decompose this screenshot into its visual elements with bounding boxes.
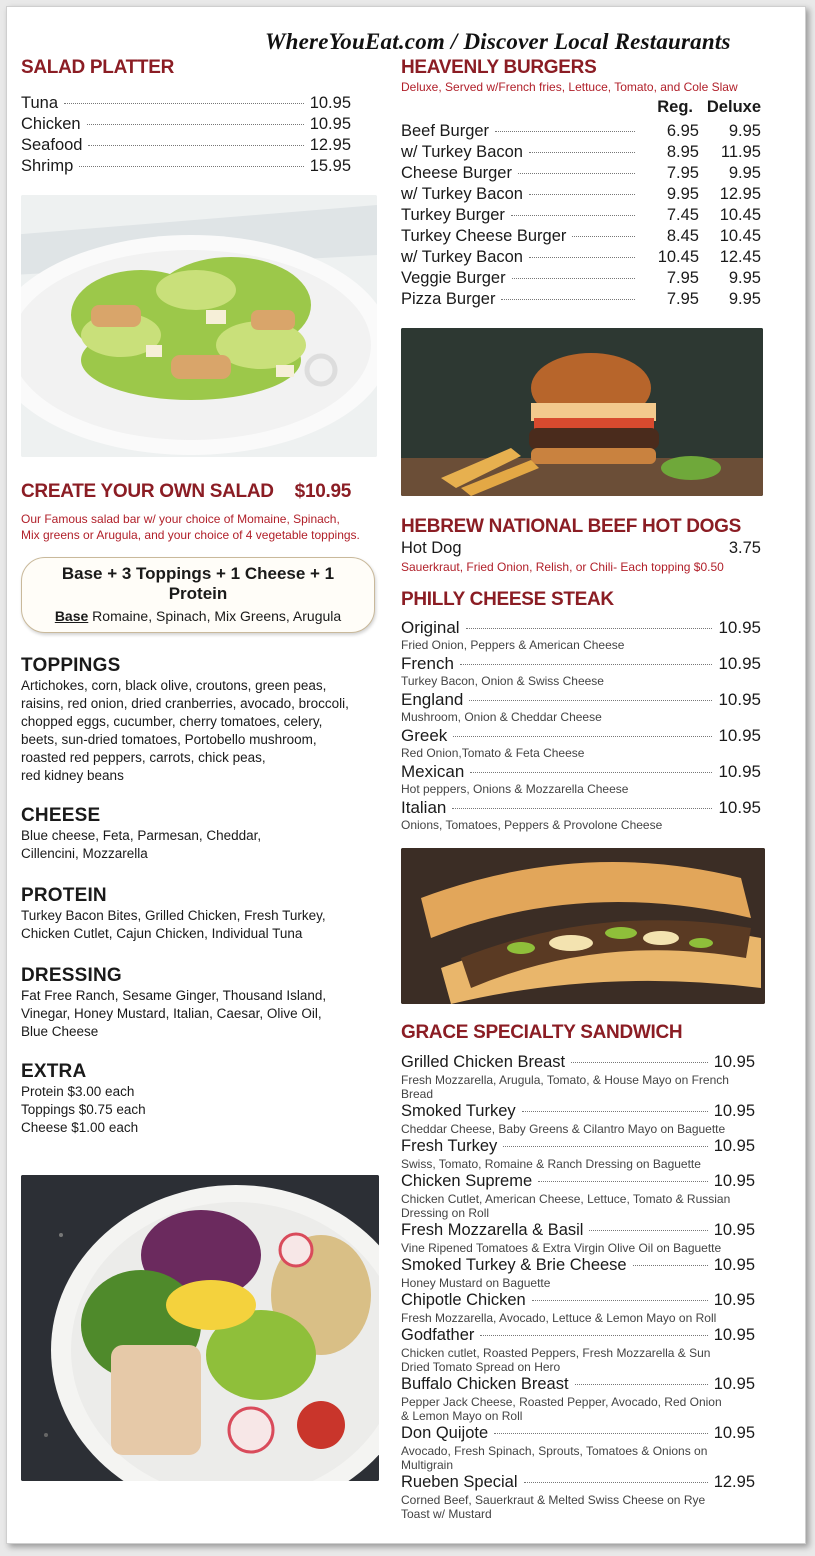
dot-leader [495, 131, 635, 132]
burgers-column-headers [401, 98, 761, 117]
dot-leader [453, 736, 712, 737]
item-price: 10.95 [718, 726, 761, 745]
sandwich-desc: & Lemon Mayo on Roll [401, 1409, 523, 1423]
sandwich-desc: Cheddar Cheese, Baby Greens & Cilantro Mayo on Baguette [401, 1122, 726, 1136]
burger-row [401, 184, 761, 205]
right-column [401, 51, 773, 1521]
item-price: 12.95 [309, 136, 351, 154]
dot-leader [575, 1384, 708, 1385]
item-price: 10.95 [713, 1291, 755, 1309]
item-price: 10.95 [718, 654, 761, 673]
sandwich-row [401, 1101, 755, 1122]
watermark-text: WhereYouEat.com / Discover Local Restaurants [265, 29, 731, 54]
dot-leader [633, 1265, 708, 1266]
toppings-line: raisins, red onion, dried cranberries, avocado, broccoli, [21, 696, 349, 711]
item-name: Fresh Mozzarella & Basil [401, 1221, 584, 1239]
burger-reg-price: 6.95 [666, 122, 699, 140]
salad-photo [21, 195, 377, 457]
item-name: Rueben Special [401, 1473, 518, 1491]
burger-reg-price: 7.95 [666, 269, 699, 287]
item-name: Mexican [401, 762, 465, 781]
toppings-line: roasted red peppers, carrots, chick peas, [21, 750, 266, 765]
burger-row [401, 226, 761, 247]
burger-row [401, 121, 761, 142]
hotdog-row [401, 538, 761, 559]
philly-desc: Onions, Tomatoes, Peppers & Provolone Cheese [401, 818, 663, 832]
burger-name: w/ Turkey Bacon [401, 248, 523, 266]
sandwich-desc: Chicken Cutlet, American Cheese, Lettuce, Tomato & Russian [401, 1192, 731, 1206]
create-salad-note-line: Our Famous salad bar w/ your choice of Momaine, Spinach, [21, 512, 340, 526]
burger-deluxe-price: 11.95 [720, 143, 761, 161]
salad-platter-row [21, 156, 351, 177]
item-price: 10.95 [713, 1326, 755, 1344]
hotdog-name: Hot Dog [401, 539, 462, 557]
dot-leader [480, 1335, 707, 1336]
item-name: Don Quijote [401, 1424, 489, 1442]
sandwich-desc: Honey Mustard on Baguette [401, 1276, 551, 1290]
hotdogs-title: HEBREW NATIONAL BEEF HOT DOGS [401, 516, 741, 537]
menu-page [6, 6, 806, 1544]
burger-name: w/ Turkey Bacon [401, 185, 523, 203]
create-salad-note [21, 511, 381, 543]
burger-deluxe-price: 12.95 [719, 185, 761, 203]
cheese-title: CHEESE [21, 805, 101, 826]
dot-leader [522, 1111, 708, 1112]
protein-line: Chicken Cutlet, Cajun Chicken, Individual Tuna [21, 926, 303, 941]
item-name: Godfather [401, 1326, 475, 1344]
philly-row [401, 617, 761, 638]
burger-row [401, 247, 761, 268]
sandwich-desc: Fresh Mozzarella, Arugula, Tomato, & House Mayo on French Bread [401, 1073, 729, 1101]
burger-row [401, 142, 761, 163]
sandwich-desc: Swiss, Tomato, Romaine & Ranch Dressing on Baguette [401, 1157, 701, 1171]
burger-photo [401, 328, 763, 496]
item-name: Seafood [21, 136, 83, 154]
extra-title: EXTRA [21, 1061, 87, 1082]
philly-desc: Turkey Bacon, Onion & Swiss Cheese [401, 674, 604, 688]
burger-row [401, 289, 761, 310]
burger-reg-price: 7.45 [666, 206, 699, 224]
toppings-line: red kidney beans [21, 768, 124, 783]
dressing-text [21, 987, 381, 1041]
dot-leader [494, 1433, 708, 1434]
burger-reg-price: 7.95 [666, 290, 699, 308]
dot-leader [64, 103, 304, 104]
item-price: 10.95 [713, 1172, 755, 1190]
item-name: Smoked Turkey [401, 1102, 516, 1120]
item-name: French [401, 654, 454, 673]
burger-row [401, 163, 761, 184]
burger-reg-price: 7.95 [666, 164, 699, 182]
burger-row [401, 268, 761, 289]
bowl-image [21, 1175, 379, 1481]
burgers-title: HEAVENLY BURGERS [401, 57, 597, 78]
dot-leader [538, 1181, 708, 1182]
salad-formula: Base + 3 Toppings + 1 Cheese + 1 Protein [61, 564, 335, 603]
burger-deluxe-price: 9.95 [728, 290, 761, 308]
protein-title: PROTEIN [21, 885, 107, 906]
dot-leader [460, 664, 713, 665]
salad-platter-list [21, 93, 351, 177]
item-name: Chipotle Chicken [401, 1291, 526, 1309]
sandwich-desc: Corned Beef, Sauerkraut & Melted Swiss Cheese on Rye [401, 1493, 706, 1507]
sandwich-desc: Vine Ripened Tomatoes & Extra Virgin Olive Oil on Baguette [401, 1241, 722, 1255]
item-price: 10.95 [713, 1137, 755, 1155]
salad-platter-row [21, 135, 351, 156]
sandwich-title: GRACE SPECIALTY SANDWICH [401, 1022, 683, 1043]
dot-leader [88, 145, 303, 146]
item-price: 10.95 [713, 1256, 755, 1274]
item-price: 10.95 [718, 798, 761, 817]
item-name: England [401, 690, 464, 709]
item-name: Original [401, 618, 460, 637]
item-name: Chicken Supreme [401, 1172, 533, 1190]
base-label: Base [54, 608, 89, 624]
philly-desc: Fried Onion, Peppers & American Cheese [401, 638, 625, 652]
sandwich-row [401, 1374, 755, 1395]
item-price: 10.95 [309, 94, 351, 112]
sandwich-desc: Toast w/ Mustard [401, 1507, 492, 1521]
item-price: 10.95 [309, 115, 351, 133]
sandwich-row [401, 1290, 755, 1311]
philly-desc: Mushroom, Onion & Cheddar Cheese [401, 710, 602, 724]
item-name: Fresh Turkey [401, 1137, 498, 1155]
sandwich-row [401, 1220, 755, 1241]
item-price: 10.95 [713, 1221, 755, 1239]
dot-leader [529, 257, 635, 258]
philly-title: PHILLY CHEESE STEAK [401, 589, 614, 610]
salad-platter-row [21, 114, 351, 135]
reg-header: Reg. [657, 98, 693, 116]
philly-desc: Hot peppers, Onions & Mozzarella Cheese [401, 782, 629, 796]
bowl-photo [21, 1175, 379, 1481]
dot-leader [518, 173, 635, 174]
burger-name: Veggie Burger [401, 269, 506, 287]
burger-name: Beef Burger [401, 122, 490, 140]
item-price: 12.95 [713, 1473, 755, 1491]
dot-leader [571, 1062, 708, 1063]
dot-leader [572, 236, 635, 237]
burger-reg-price: 8.95 [666, 143, 699, 161]
sandwich-desc: Pepper Jack Cheese, Roasted Pepper, Avocado, Red Onion [401, 1395, 722, 1409]
cheesesteak-image [401, 848, 765, 1004]
sandwich-row [401, 1052, 755, 1073]
philly-list [401, 617, 761, 832]
left-column [21, 51, 381, 1481]
cheese-line: Cillencini, Mozzarella [21, 846, 148, 861]
philly-row [401, 797, 761, 818]
dot-leader [501, 299, 635, 300]
item-price: 10.95 [713, 1424, 755, 1442]
sandwich-row [401, 1136, 755, 1157]
dot-leader [512, 278, 635, 279]
burger-reg-price: 10.45 [657, 248, 699, 266]
dot-leader [469, 700, 712, 701]
sandwich-desc: Dried Tomato Spread on Hero [401, 1360, 561, 1374]
item-name: Greek [401, 726, 448, 745]
cheese-text [21, 827, 381, 863]
protein-text [21, 907, 381, 943]
sandwich-row [401, 1423, 755, 1444]
dressing-line: Vinegar, Honey Mustard, Italian, Caesar, Olive Oil, [21, 1006, 322, 1021]
dressing-line: Fat Free Ranch, Sesame Ginger, Thousand Island, [21, 988, 327, 1003]
sandwich-row [401, 1171, 755, 1192]
dot-leader [529, 152, 635, 153]
cheesesteak-photo [401, 848, 765, 1004]
dot-leader [452, 808, 712, 809]
sandwich-list [401, 1052, 755, 1521]
salad-platter-title: SALAD PLATTER [21, 57, 175, 78]
dot-leader [79, 166, 303, 167]
create-salad-price: $10.95 [294, 481, 351, 502]
burgers-note: Deluxe, Served w/French fries, Lettuce, Tomato, and Cole Slaw [401, 80, 738, 94]
dot-leader [503, 1146, 707, 1147]
salad-formula-pill [21, 557, 375, 633]
philly-row [401, 653, 761, 674]
toppings-line: chopped eggs, cucumber, cherry tomatoes, celery, [21, 714, 323, 729]
sandwich-row [401, 1255, 755, 1276]
burger-name: Turkey Cheese Burger [401, 227, 567, 245]
deluxe-header: Deluxe [706, 98, 761, 116]
salad-image [21, 195, 377, 457]
burger-deluxe-price: 9.95 [728, 122, 761, 140]
sandwich-desc: Fresh Mozzarella, Avocado, Lettuce & Lemon Mayo on Roll [401, 1311, 717, 1325]
sandwich-desc: Avocado, Fresh Spinach, Sprouts, Tomatoes & Onions on Multigrain [401, 1444, 708, 1472]
create-salad-note-line: Mix greens or Arugula, and your choice of 4 vegetable toppings. [21, 528, 360, 542]
burger-name: w/ Turkey Bacon [401, 143, 523, 161]
philly-row [401, 689, 761, 710]
dot-leader [529, 194, 635, 195]
toppings-text [21, 677, 381, 785]
item-price: 10.95 [718, 690, 761, 709]
dot-leader [466, 628, 713, 629]
sandwich-desc: Chicken cutlet, Roasted Peppers, Fresh Mozzarella & Sun [401, 1346, 711, 1360]
philly-row [401, 725, 761, 746]
item-price: 10.95 [718, 618, 761, 637]
burgers-list [401, 121, 761, 310]
dot-leader [87, 124, 304, 125]
dot-leader [524, 1482, 708, 1483]
burger-reg-price: 9.95 [666, 185, 699, 203]
base-options: Romaine, Spinach, Mix Greens, Arugula [88, 608, 342, 624]
hotdog-price: 3.75 [728, 539, 761, 557]
dressing-title: DRESSING [21, 965, 122, 986]
item-price: 10.95 [713, 1375, 755, 1393]
burger-name: Turkey Burger [401, 206, 505, 224]
item-name: Tuna [21, 94, 58, 112]
burger-image [401, 328, 763, 496]
sandwich-row [401, 1325, 755, 1346]
item-name: Italian [401, 798, 447, 817]
dot-leader [532, 1300, 708, 1301]
burger-deluxe-price: 12.45 [719, 248, 761, 266]
item-price: 10.95 [713, 1102, 755, 1120]
sandwich-desc: Dressing on Roll [401, 1206, 490, 1220]
item-price: 10.95 [713, 1053, 755, 1071]
burger-deluxe-price: 10.45 [719, 227, 761, 245]
toppings-line: Artichokes, corn, black olive, croutons, green peas, [21, 678, 327, 693]
item-name: Buffalo Chicken Breast [401, 1375, 569, 1393]
item-name: Chicken [21, 115, 81, 133]
burger-deluxe-price: 10.45 [719, 206, 761, 224]
extra-line: Protein $3.00 each [21, 1084, 135, 1099]
item-name: Smoked Turkey & Brie Cheese [401, 1256, 627, 1274]
extra-line: Toppings $0.75 each [21, 1102, 146, 1117]
salad-platter-row [21, 93, 351, 114]
burger-deluxe-price: 9.95 [728, 269, 761, 287]
create-salad-title: CREATE YOUR OWN SALAD [21, 481, 274, 502]
dressing-line: Blue Cheese [21, 1024, 99, 1039]
toppings-title: TOPPINGS [21, 655, 121, 676]
burger-row [401, 205, 761, 226]
sandwich-row [401, 1472, 755, 1493]
item-name: Shrimp [21, 157, 74, 175]
philly-desc: Red Onion,Tomato & Feta Cheese [401, 746, 585, 760]
burger-deluxe-price: 9.95 [728, 164, 761, 182]
salad-base [32, 608, 364, 624]
dot-leader [589, 1230, 707, 1231]
burger-name: Pizza Burger [401, 290, 496, 308]
extra-line: Cheese $1.00 each [21, 1120, 139, 1135]
dot-leader [470, 772, 712, 773]
dot-leader [511, 215, 635, 216]
cheese-line: Blue cheese, Feta, Parmesan, Cheddar, [21, 828, 262, 843]
philly-row [401, 761, 761, 782]
burger-name: Cheese Burger [401, 164, 512, 182]
item-price: 15.95 [309, 157, 351, 175]
toppings-line: beets, sun-dried tomatoes, Portobello mushroom, [21, 732, 317, 747]
protein-line: Turkey Bacon Bites, Grilled Chicken, Fresh Turkey, [21, 908, 326, 923]
create-salad-header [21, 481, 351, 503]
item-price: 10.95 [718, 762, 761, 781]
hotdogs-note: Sauerkraut, Fried Onion, Relish, or Chili- Each topping $0.50 [401, 560, 724, 574]
extra-text [21, 1083, 381, 1137]
item-name: Grilled Chicken Breast [401, 1053, 566, 1071]
burger-reg-price: 8.45 [666, 227, 699, 245]
